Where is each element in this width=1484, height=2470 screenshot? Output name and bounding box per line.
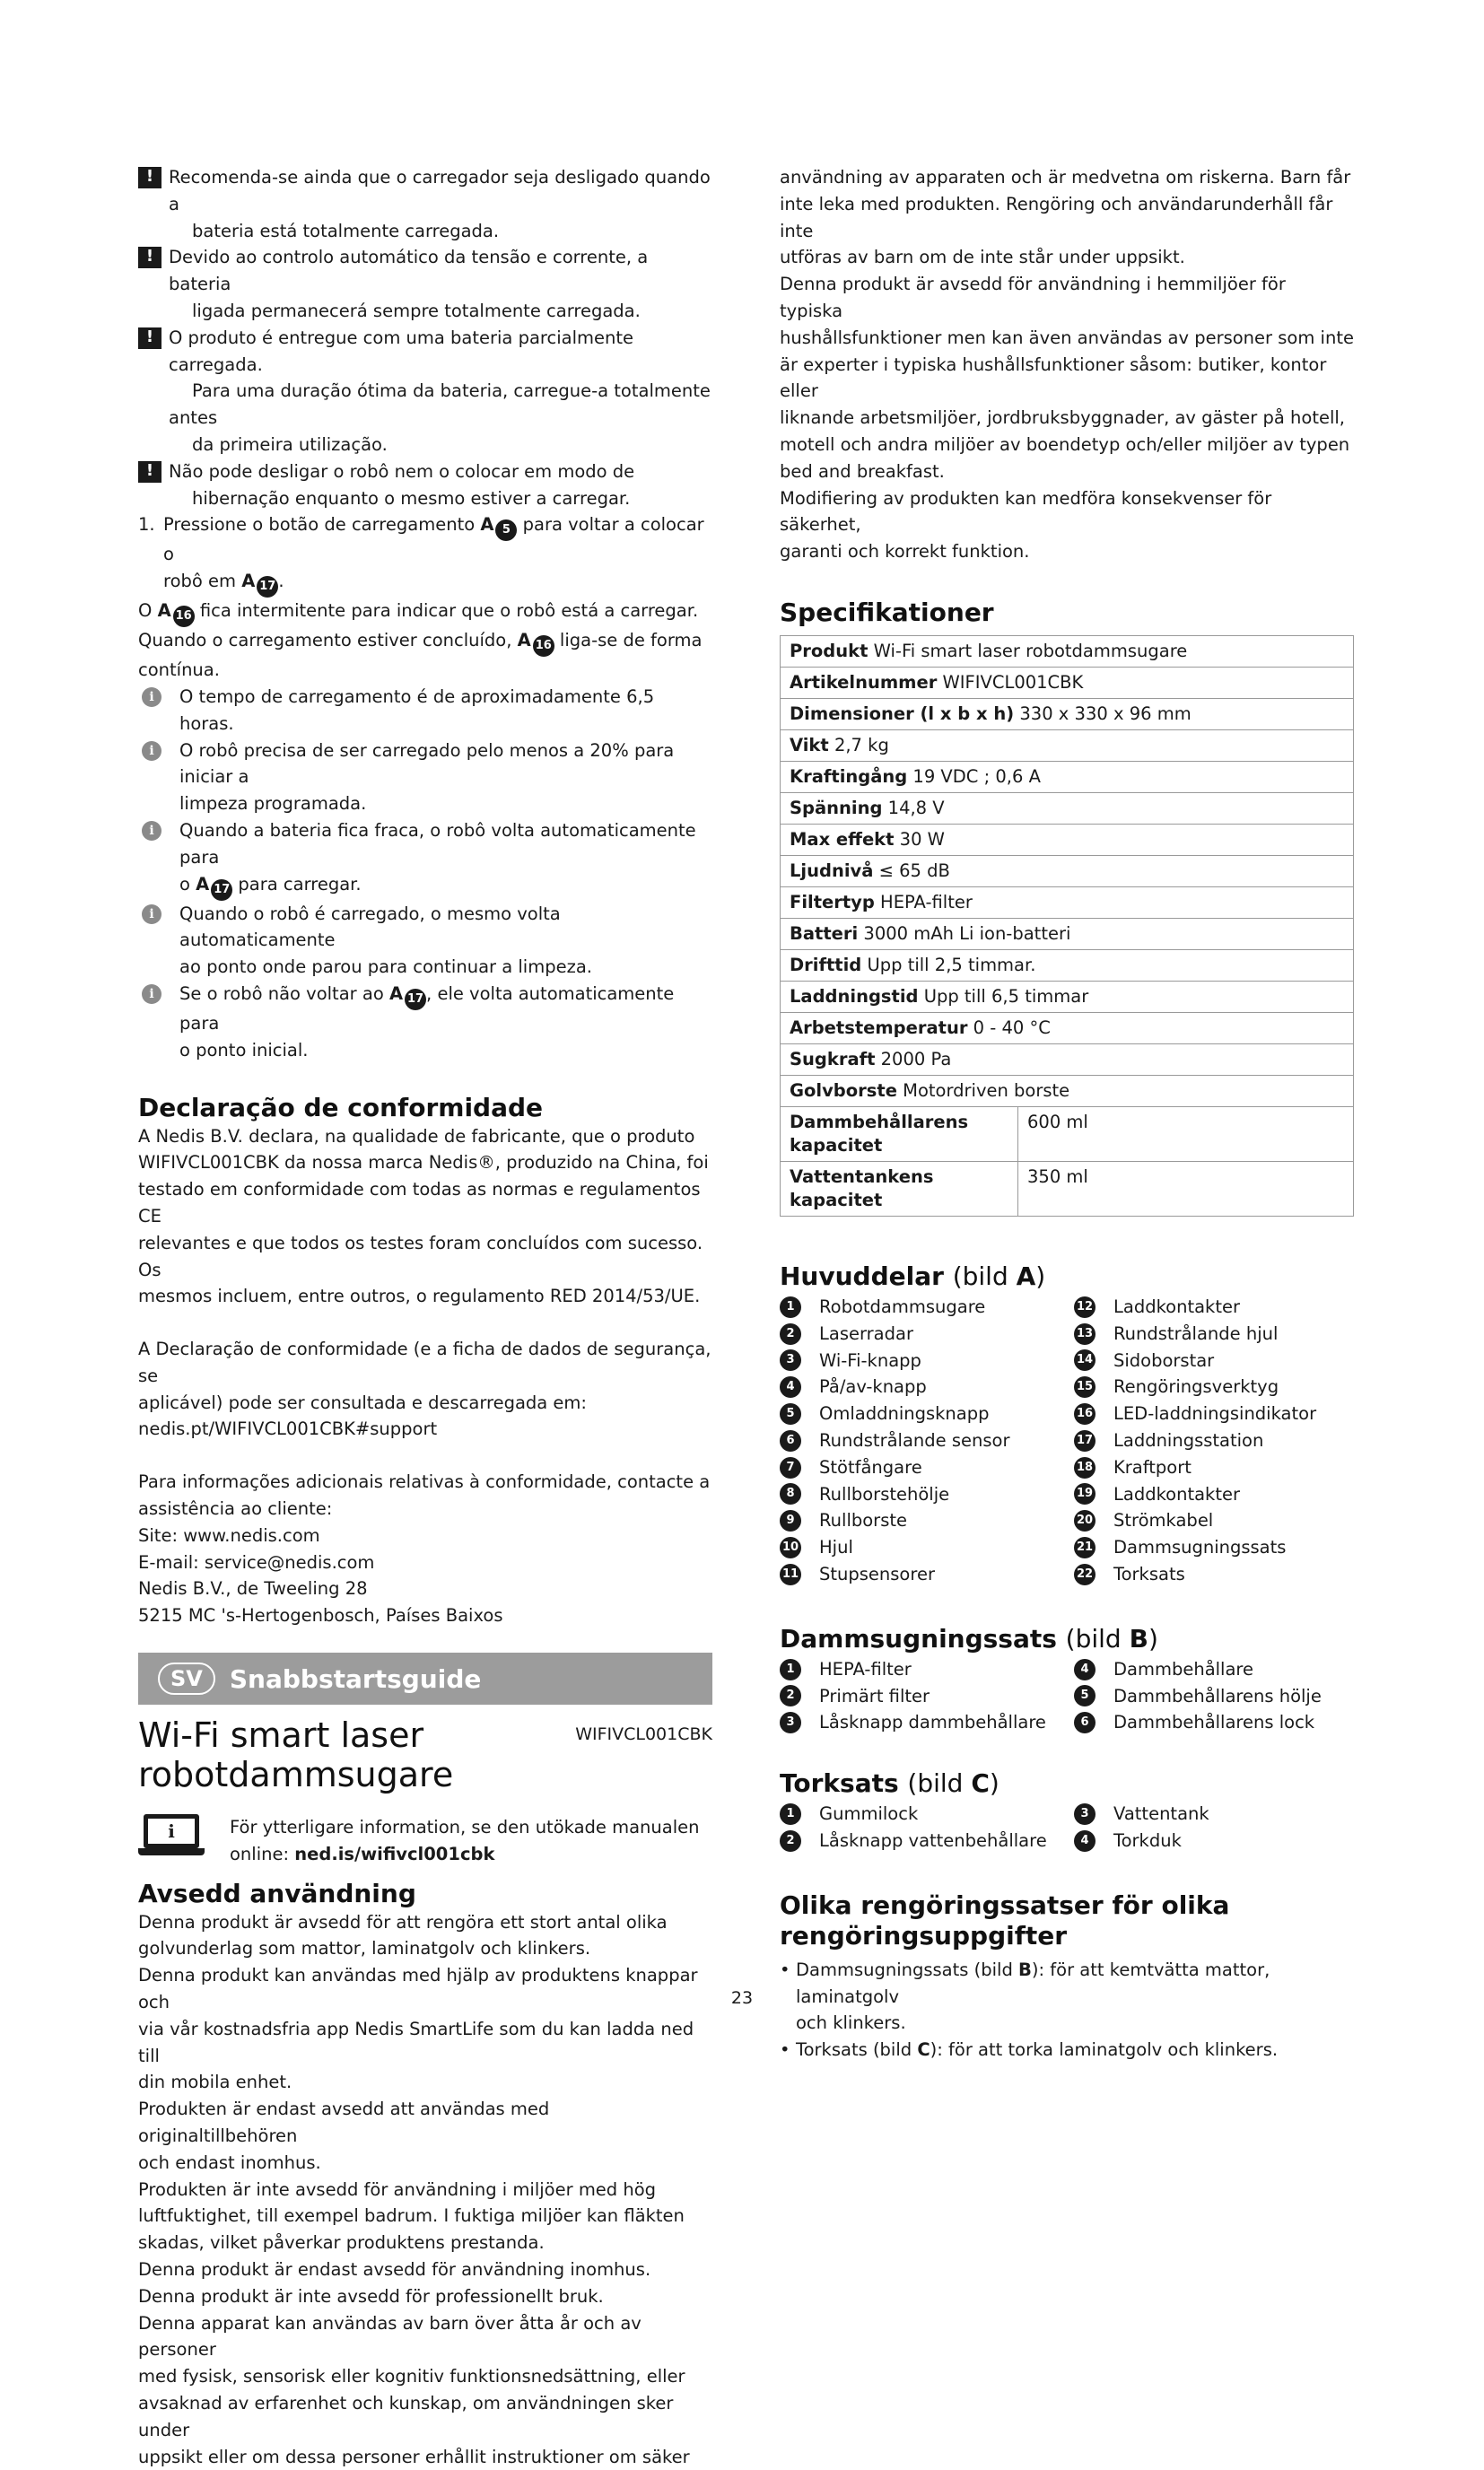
- info-note: i Quando o robô é carregado, o mesmo volta automaticamente ao ponto onde parou para continuar a limpeza.: [138, 901, 712, 981]
- part-label: Strömkabel: [1113, 1510, 1214, 1532]
- text-line: skadas, vilket påverkar produktens prestanda.: [138, 2232, 545, 2254]
- text-line: är experter i typiska hushållsfunktioner såsom: butiker, kontor eller: [780, 353, 1327, 402]
- text-line: Nedis B.V., de Tweeling 28: [138, 1578, 368, 1600]
- spec-cell: [781, 698, 1354, 729]
- text-line: utföras av barn om de inte står under uppsikt.: [780, 247, 1185, 268]
- text-line: A Declaração de conformidade (e a ficha de dados de segurança, se: [138, 1339, 711, 1386]
- spec-label: Filtertyp: [790, 891, 875, 912]
- part-item: [1074, 1534, 1354, 1561]
- number-badge: 13: [1074, 1323, 1096, 1345]
- warnings-list: [138, 164, 712, 511]
- warning-triangle-icon: [138, 247, 161, 268]
- info-note: i Se o robô não voltar ao A 17 , ele volta automaticamente para o ponto inicial.: [138, 981, 712, 1064]
- spec-value: 19 VDC ; 0,6 A: [912, 765, 1041, 787]
- number-badge: 2: [780, 1685, 801, 1706]
- part-label: Rundstrålande hjul: [1113, 1322, 1279, 1344]
- text-line: Modifiering av produkten kan medföra konsekvenser för säkerhet,: [780, 487, 1272, 536]
- bullet-text: Torksats (bild C): för att torka laminatgolv och klinkers.: [796, 2039, 1279, 2061]
- spec-label: Sugkraft: [790, 1048, 876, 1069]
- number-badge: 19: [1074, 1483, 1096, 1505]
- spec-row: [781, 635, 1354, 667]
- bullet-dot: •: [780, 1959, 790, 1980]
- spec-row: [781, 918, 1354, 949]
- warning-note: [138, 244, 712, 324]
- part-label: Dammbehållarens hölje: [1113, 1685, 1322, 1706]
- number-badge: 10: [780, 1537, 801, 1558]
- spec-value: WIFIVCL001CBK: [942, 671, 1084, 693]
- number-badge: 9: [780, 1510, 801, 1532]
- spec-row: [781, 1043, 1354, 1075]
- spec-row: [781, 981, 1354, 1012]
- part-label: Vattentank: [1113, 1803, 1209, 1825]
- part-label: Gummilock: [819, 1803, 919, 1825]
- spec-cell: [781, 949, 1354, 981]
- text-line: Denna produkt kan användas med hjälp av produktens knappar och: [138, 1965, 698, 2013]
- part-item: [780, 1401, 1074, 1427]
- text-line: E-mail: service@nedis.com: [138, 1551, 375, 1573]
- text-line: 5215 MC 's-Hertogenbosch, Países Baixos: [138, 1605, 503, 1627]
- number-badge: 3: [1074, 1803, 1096, 1825]
- part-item: [780, 1454, 1074, 1481]
- part-item: [780, 1534, 1074, 1561]
- part-label: Rullborste: [819, 1510, 907, 1532]
- laptop-info-icon: [138, 1814, 205, 1855]
- specifications-table: [780, 635, 1354, 1217]
- number-badge: 12: [1074, 1296, 1096, 1318]
- number-badge: 2: [780, 1830, 801, 1852]
- number-badge: 8: [780, 1483, 801, 1505]
- charging-indicator-text: O A 16 fica intermitente para indicar que o robô está a carregar.: [138, 598, 712, 627]
- spec-row: [781, 855, 1354, 886]
- product-title: Wi-Fi smart laser robotdammsugare: [138, 1715, 454, 1795]
- manual-note: i För ytterligare information, se den utökade manualen online: ned.is/wifivcl001cbk: [138, 1814, 712, 1868]
- text-line: bed and breakfast.: [780, 460, 945, 482]
- kit-bullet: [780, 2037, 1354, 2064]
- spec-cell: [781, 729, 1354, 761]
- spec-row: [781, 761, 1354, 792]
- text-line: WIFIVCL001CBK da nossa marca Nedis®, produzido na China, foi: [138, 1152, 709, 1174]
- text-line: och endast inomhus.: [138, 2151, 321, 2173]
- spec-label: Dimensioner (l x b x h): [790, 703, 1015, 724]
- intended-use-heading: Avsedd användning: [138, 1878, 416, 1908]
- part-item: [1074, 1454, 1354, 1481]
- part-label: Laserradar: [819, 1322, 913, 1344]
- warning-text: Recomenda-se ainda que o carregador seja desligado quando a bateria está totalmente carregada.: [169, 167, 711, 241]
- spec-label: Artikelnummer: [790, 671, 938, 693]
- number-badge: 1: [780, 1803, 801, 1825]
- spec-value: 600 ml: [1018, 1106, 1354, 1161]
- customer-service-paragraph: [138, 1469, 712, 1629]
- part-label: Rengöringsverktyg: [1113, 1376, 1279, 1398]
- page-number: 23: [730, 1988, 754, 2008]
- spec-value: Upp till 2,5 timmar.: [867, 954, 1036, 975]
- text-line: din mobila enhet.: [138, 2072, 292, 2093]
- number-badge: 22: [1074, 1564, 1096, 1585]
- number-badge: 1: [780, 1659, 801, 1680]
- text-line: hushållsfunktioner men kan även användas av personer som inte: [780, 327, 1354, 348]
- part-label: LED-laddningsindikator: [1113, 1403, 1317, 1425]
- spec-cell: [781, 761, 1354, 792]
- left-column: [138, 164, 712, 2470]
- spec-value: Upp till 6,5 timmar: [923, 985, 1089, 1007]
- spec-value: Wi-Fi smart laser robotdammsugare: [873, 640, 1188, 661]
- part-item: [1074, 1709, 1354, 1736]
- number-badge: 4: [780, 1376, 801, 1398]
- spec-value: ≤ 65 dB: [878, 860, 950, 881]
- spec-label: Vikt: [790, 734, 829, 755]
- number-badge: 14: [1074, 1349, 1096, 1371]
- number-badge: 6: [1074, 1712, 1096, 1733]
- right-column: [780, 164, 1354, 2064]
- part-label: Rullborstehölje: [819, 1483, 950, 1505]
- step-number: 1.: [138, 514, 155, 536]
- spec-row: [781, 949, 1354, 981]
- part-item: [780, 1801, 1074, 1828]
- spec-value: 2,7 kg: [834, 734, 889, 755]
- warning-triangle-icon: [138, 461, 161, 483]
- text-line: Produkten är endast avsedd att användas med originaltillbehören: [138, 2099, 550, 2147]
- number-badge: 20: [1074, 1510, 1096, 1532]
- part-item: [1074, 1321, 1354, 1348]
- part-item: [1074, 1401, 1354, 1427]
- part-item: [1074, 1374, 1354, 1401]
- spec-row: [781, 1161, 1354, 1216]
- number-badge: 2: [780, 1323, 801, 1345]
- cleaning-kits-heading: Olika rengöringssatser för olika rengöringsuppgifter: [780, 1890, 1230, 1951]
- ref-badge: 17: [257, 576, 278, 598]
- text-line: luftfuktighet, till exempel badrum. I fuktiga miljöer kan fläkten: [138, 2205, 685, 2227]
- spec-cell: [781, 918, 1354, 949]
- part-item: [1074, 1683, 1354, 1710]
- text-line: användning av apparaten och är medvetna om riskerna. Barn får: [780, 167, 1351, 188]
- part-item: [1074, 1656, 1354, 1683]
- number-badge: 15: [1074, 1376, 1096, 1398]
- part-item: [780, 1507, 1074, 1534]
- number-badge: 5: [780, 1403, 801, 1425]
- spec-value: 2000 Pa: [880, 1048, 952, 1069]
- number-badge: 3: [780, 1349, 801, 1371]
- spec-label: Dammbehållarens kapacitet: [781, 1106, 1018, 1161]
- spec-cell: [781, 1043, 1354, 1075]
- text-line: aplicável) pode ser consultada e descarregada em:: [138, 1392, 587, 1413]
- part-label: Dammbehållare: [1113, 1658, 1254, 1680]
- warning-text: Devido ao controlo automático da tensão e corrente, a bateria ligada permanecerá sempre totalmente carregada.: [169, 247, 649, 321]
- spec-row: [781, 729, 1354, 761]
- part-item: [1074, 1561, 1354, 1588]
- text-line: Denna produkt är avsedd för användning i hemmiljöer för typiska: [780, 274, 1286, 321]
- part-label: HEPA-filter: [819, 1658, 912, 1680]
- text-line: Produkten är inte avsedd för användning i miljöer med hög: [138, 2178, 657, 2200]
- spec-label: Vattentankens kapacitet: [781, 1161, 1018, 1216]
- part-label: Wi-Fi-knapp: [819, 1349, 921, 1371]
- spec-row: [781, 886, 1354, 918]
- banner-title: Snabbstartsguide: [229, 1663, 482, 1694]
- model-number: WIFIVCL001CBK: [575, 1724, 712, 1745]
- info-note: i Quando a bateria fica fraca, o robô volta automaticamente para o A 17 para carregar.: [138, 817, 712, 901]
- text-line: Denna produkt är inte avsedd för professionellt bruk.: [138, 2285, 604, 2307]
- part-label: Omladdningsknapp: [819, 1403, 990, 1425]
- part-label: Kraftport: [1113, 1456, 1192, 1478]
- vacuum-kit-list: [780, 1656, 1354, 1736]
- step-1: [138, 511, 712, 598]
- main-parts-list: [780, 1294, 1354, 1588]
- part-item: [780, 1481, 1074, 1508]
- part-label: Låsknapp dammbehållare: [819, 1712, 1046, 1733]
- spec-cell: [781, 886, 1354, 918]
- mop-kit-list: [780, 1801, 1354, 1855]
- spec-value: 14,8 V: [887, 797, 945, 818]
- text-line: inte leka med produkten. Rengöring och användarunderhåll får inte: [780, 193, 1333, 241]
- text-line: liknande arbetsmiljöer, jordbruksbyggnader, av gäster på hotell,: [780, 407, 1346, 429]
- part-label: Laddkontakter: [1113, 1483, 1241, 1505]
- number-badge: 5: [1074, 1685, 1096, 1706]
- spec-cell: [781, 1012, 1354, 1043]
- spec-cell: [781, 667, 1354, 698]
- bullet-text: Dammsugningssats (bild B): för att kemtvätta mattor, laminatgolv och klinkers.: [796, 1959, 1270, 2034]
- spec-label: Ljudnivå: [790, 860, 874, 881]
- warning-text: O produto é entregue com uma bateria parcialmente carregada. Para uma duração ótima da bateria, carregue-a totalmente antes da primeira utilização.: [169, 327, 711, 455]
- number-badge: 16: [1074, 1403, 1096, 1425]
- spec-label: Golvborste: [790, 1079, 897, 1101]
- spec-label: Max effekt: [790, 828, 895, 850]
- warning-triangle-icon: [138, 327, 161, 349]
- language-badge: SV: [158, 1663, 215, 1695]
- mop-kit-heading: Torksats (bild C): [780, 1768, 1000, 1799]
- spec-cell: [781, 981, 1354, 1012]
- charging-complete-text: Quando o carregamento estiver concluído, A 16 liga-se de forma contínua.: [138, 630, 703, 681]
- part-item: [1074, 1507, 1354, 1534]
- spec-value: Motordriven borste: [903, 1079, 1070, 1101]
- text-line: A Nedis B.V. declara, na qualidade de fabricante, que o produto: [138, 1125, 695, 1147]
- text-line: Denna produkt är endast avsedd för användning inomhus.: [138, 2259, 651, 2281]
- part-label: Laddkontakter: [1113, 1296, 1241, 1317]
- vacuum-kit-heading: Dammsugningssats (bild B): [780, 1623, 1158, 1654]
- spec-value: 0 - 40 °C: [973, 1017, 1051, 1038]
- spec-cell: [781, 824, 1354, 855]
- spec-cell: [781, 792, 1354, 824]
- text-line: assistência ao cliente:: [138, 1498, 333, 1520]
- info-icon: i: [142, 821, 161, 841]
- number-badge: 3: [780, 1712, 801, 1733]
- part-label: Hjul: [819, 1537, 853, 1558]
- spec-label: Spänning: [790, 797, 883, 818]
- part-label: Dammbehållarens lock: [1113, 1712, 1315, 1733]
- info-note: i O robô precisa de ser carregado pelo menos a 20% para iniciar a limpeza programada.: [138, 738, 712, 817]
- specifications-heading: Specifikationer: [780, 597, 994, 627]
- part-label: Robotdammsugare: [819, 1296, 986, 1317]
- spec-label: Produkt: [790, 640, 869, 661]
- spec-label: Batteri: [790, 922, 859, 944]
- conformity-heading: Declaração de conformidade: [138, 1092, 544, 1122]
- number-badge: 11: [780, 1564, 801, 1585]
- spec-cell: [781, 855, 1354, 886]
- part-label: Rundstrålande sensor: [819, 1429, 1010, 1451]
- spec-row: [781, 1106, 1354, 1161]
- part-label: Sidoborstar: [1113, 1349, 1215, 1371]
- text-line: via vår kostnadsfria app Nedis SmartLife som du kan ladda ned till: [138, 2018, 694, 2066]
- cleaning-kits-list: [780, 1957, 1354, 2064]
- number-badge: 4: [1074, 1830, 1096, 1852]
- text-line: relevantes e que todos os testes foram concluídos com sucesso. Os: [138, 1232, 703, 1280]
- text-line: mesmos incluem, entre outros, o regulamento RED 2014/53/UE.: [138, 1286, 701, 1307]
- part-item: [1074, 1801, 1354, 1828]
- text-line: golvunderlag som mattor, laminatgolv och klinkers.: [138, 1938, 591, 1959]
- number-badge: 18: [1074, 1457, 1096, 1479]
- part-item: [780, 1321, 1074, 1348]
- number-badge: 6: [780, 1430, 801, 1452]
- part-item: [1074, 1828, 1354, 1855]
- spec-value: 3000 mAh Li ion-batteri: [863, 922, 1071, 944]
- part-item: [1074, 1481, 1354, 1508]
- info-icon: i: [142, 687, 161, 707]
- spec-cell: [781, 1075, 1354, 1106]
- warning-triangle-icon: [138, 167, 161, 188]
- spec-value: 330 x 330 x 96 mm: [1019, 703, 1192, 724]
- text-line: testado em conformidade com todas as normas e regulamentos CE: [138, 1179, 701, 1226]
- spec-label: Drifttid: [790, 954, 862, 975]
- part-item: [1074, 1427, 1354, 1454]
- info-icon: i: [142, 904, 161, 924]
- spec-row: [781, 792, 1354, 824]
- conformity-paragraph: [138, 1123, 712, 1311]
- number-badge: 4: [1074, 1659, 1096, 1680]
- info-icon: i: [142, 984, 161, 1004]
- spec-value: HEPA-filter: [880, 891, 973, 912]
- spec-label: Arbetstemperatur: [790, 1017, 968, 1038]
- text-line: nedis.pt/WIFIVCL001CBK#support: [138, 1418, 438, 1440]
- warning-note: [138, 164, 712, 244]
- text-line: uppsikt eller om dessa personer erhållit instruktioner om säker: [138, 2446, 690, 2467]
- part-item: [780, 1561, 1074, 1588]
- usage-text: [780, 164, 1354, 565]
- step-text: Pressione o botão de carregamento A 5 para voltar a colocar o robô em A 17 .: [163, 511, 712, 598]
- info-note: i O tempo de carregamento é de aproximadamente 6,5 horas.: [138, 684, 712, 738]
- info-icon: i: [142, 741, 161, 761]
- part-item: [1074, 1348, 1354, 1375]
- part-item: [780, 1294, 1074, 1321]
- part-label: Torksats: [1113, 1563, 1185, 1584]
- part-item: [780, 1683, 1074, 1710]
- main-parts-heading: Huvuddelar (bild A): [780, 1261, 1046, 1291]
- number-badge: 7: [780, 1457, 801, 1479]
- warning-note: [138, 458, 712, 512]
- part-label: Primärt filter: [819, 1685, 930, 1706]
- number-badge: 21: [1074, 1537, 1096, 1558]
- spec-row: [781, 824, 1354, 855]
- text-line: Para informações adicionais relativas à conformidade, contacte a: [138, 1471, 711, 1493]
- spec-row: [781, 1075, 1354, 1106]
- spec-value: 350 ml: [1018, 1161, 1354, 1216]
- part-item: [780, 1828, 1074, 1855]
- ref-badge: 5: [495, 519, 517, 541]
- spec-value: 30 W: [899, 828, 945, 850]
- conformity-download-paragraph: [138, 1336, 712, 1443]
- part-item: [1074, 1294, 1354, 1321]
- language-banner: [138, 1653, 712, 1705]
- part-label: Låsknapp vattenbehållare: [819, 1829, 1047, 1851]
- part-item: [780, 1709, 1074, 1736]
- text-line: avsaknad av erfarenhet och kunskap, om användningen sker under: [138, 2393, 674, 2440]
- product-title-row: [138, 1715, 712, 1794]
- text-line: med fysisk, sensorisk eller kognitiv funktionsnedsättning, eller: [138, 2366, 685, 2387]
- part-label: På/av-knapp: [819, 1376, 927, 1398]
- part-item: [780, 1656, 1074, 1683]
- part-label: Laddningsstation: [1113, 1429, 1264, 1451]
- number-badge: 1: [780, 1296, 801, 1318]
- text-line: Site: www.nedis.com: [138, 1524, 320, 1546]
- spec-label: Laddningstid: [790, 985, 919, 1007]
- part-item: [780, 1374, 1074, 1401]
- text-line: motell och andra miljöer av boendetyp och/eller miljöer av typen: [780, 433, 1350, 455]
- text-line: garanti och korrekt funktion.: [780, 541, 1030, 563]
- spec-row: [781, 1012, 1354, 1043]
- spec-row: [781, 698, 1354, 729]
- text-line: Denna produkt är avsedd för att rengöra ett stort antal olika: [138, 1911, 668, 1933]
- bullet-dot: •: [780, 2039, 790, 2061]
- part-item: [780, 1348, 1074, 1375]
- part-label: Stupsensorer: [819, 1563, 935, 1584]
- warning-text: Não pode desligar o robô nem o colocar em modo de hibernação enquanto o mesmo estiver a carregar.: [169, 460, 635, 509]
- part-label: Stötfångare: [819, 1456, 922, 1478]
- warning-note: [138, 325, 712, 458]
- part-item: [780, 1427, 1074, 1454]
- text-line: Denna apparat kan användas av barn över åtta år och av personer: [138, 2312, 642, 2361]
- manual-link[interactable]: ned.is/wifivcl001cbk: [294, 1843, 495, 1864]
- number-badge: 17: [1074, 1430, 1096, 1452]
- part-label: Dammsugningssats: [1113, 1537, 1287, 1558]
- spec-row: [781, 667, 1354, 698]
- spec-label: Kraftingång: [790, 765, 908, 787]
- spec-cell: [781, 635, 1354, 667]
- part-label: Torkduk: [1113, 1829, 1182, 1851]
